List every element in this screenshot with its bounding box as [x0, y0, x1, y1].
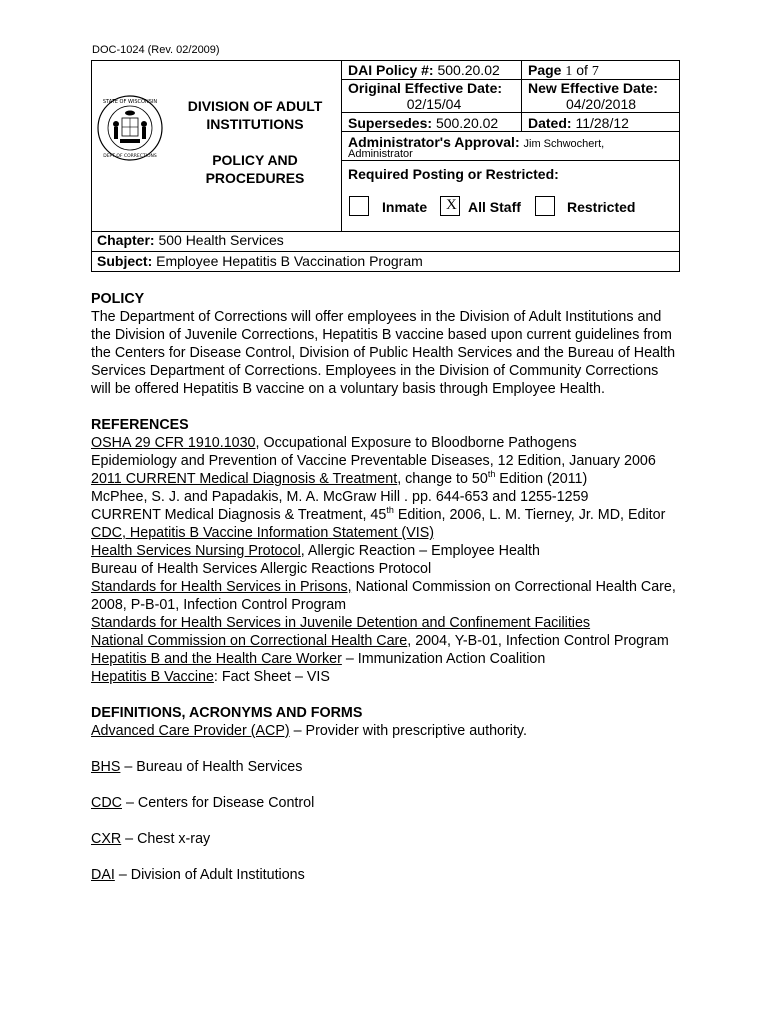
reference-item: OSHA 29 CFR 1910.1030, Occupational Exposure to Bloodborne Pathogens — [91, 435, 577, 451]
division-title: DIVISION OF ADULT INSTITUTIONS — [187, 98, 323, 132]
new-effective-date: 04/20/2018 — [565, 96, 637, 112]
definition-item: BHS – Bureau of Health Services — [91, 759, 303, 775]
definition-term: DAI — [91, 867, 115, 883]
definition-term: CXR — [91, 831, 122, 847]
page-count: Page 1 of 7 — [528, 62, 599, 79]
policy-number: DAI Policy #: 500.20.02 — [348, 62, 500, 78]
inmate-label: Inmate — [382, 199, 428, 215]
definition-item: Advanced Care Provider (ACP) – Provider with prescriptive authority. — [91, 723, 527, 739]
definition-item: CDC – Centers for Disease Control — [91, 795, 315, 811]
wisconsin-seal-icon — [96, 94, 164, 162]
svg-text:STATE OF WISCONSIN: STATE OF WISCONSIN — [102, 99, 158, 105]
posting-label: Required Posting or Restricted: — [348, 166, 559, 182]
dated: Dated: 11/28/12 — [528, 115, 629, 131]
administrator-approval: Administrator's Approval: Jim Schwochert, — [348, 134, 605, 150]
reference-item: Bureau of Health Services Allergic Reactions Protocol — [91, 561, 432, 577]
reference-link[interactable]: CDC, Hepatitis B Vaccine Information Statement (VIS) — [91, 525, 434, 541]
reference-item: Epidemiology and Prevention of Vaccine Preventable Diseases, 12 Edition, January 2006 — [91, 453, 656, 469]
definition-term: Advanced Care Provider (ACP) — [91, 723, 290, 739]
reference-item: 2011 CURRENT Medical Diagnosis & Treatment, change to 50th Edition (2011) — [91, 469, 588, 487]
inmate-checkbox[interactable] — [349, 196, 369, 216]
subject: Subject: Employee Hepatitis B Vaccination Program — [97, 253, 423, 269]
definition-item: DAI – Division of Adult Institutions — [91, 867, 305, 883]
reference-item — [91, 614, 681, 632]
reference-link[interactable]: Health Services Nursing Protocol — [91, 543, 301, 559]
chapter: Chapter: 500 Health Services — [97, 232, 284, 248]
reference-link[interactable]: Hepatitis B and the Health Care Worker — [91, 651, 342, 667]
reference-item: Standards for Health Services in Prisons, National Commission on Correctional Health Care, 2008, P-B-01, Infection Control Program — [91, 579, 676, 613]
supersedes: Supersedes: 500.20.02 — [348, 115, 499, 131]
reference-item: Health Services Nursing Protocol, Allergic Reaction – Employee Health — [91, 543, 540, 559]
restricted-label: Restricted — [567, 199, 636, 215]
reference-link[interactable]: Hepatitis B Vaccine — [91, 669, 214, 685]
definitions-heading: DEFINITIONS, ACRONYMS AND FORMS — [91, 705, 363, 721]
all-staff-label: All Staff — [468, 199, 521, 215]
original-effective-date: 02/15/04 — [406, 96, 462, 112]
policy-procedures-title: POLICY AND PROCEDURES — [205, 152, 305, 186]
form-number: DOC-1024 (Rev. 02/2009) — [92, 44, 220, 56]
policy-text: The Department of Corrections will offer employees in the Division of Adult Institutions and the Division of Juvenile Corrections, Hepatitis B vaccine based upon current guidelines from the Centers for Disease Control, Division of Public Health Services and the Bureau of Health Services Department of Corrections. Employees in the Division of Community Corrections will be offered Hepatitis B vaccine on a voluntary basis through Employee Health. — [91, 309, 676, 397]
reference-item: National Commission on Correctional Health Care, 2004, Y-B-01, Infection Control Program — [91, 633, 669, 649]
svg-text:DEPT OF CORRECTIONS: DEPT OF CORRECTIONS — [103, 154, 157, 159]
definition-term: CDC — [91, 795, 122, 811]
reference-item: Hepatitis B Vaccine: Fact Sheet – VIS — [91, 669, 330, 685]
policy-heading: POLICY — [91, 291, 145, 307]
definition-item: CXR – Chest x-ray — [91, 831, 211, 847]
original-effective-label: Original Effective Date: — [348, 80, 503, 96]
all-staff-check-mark: X — [446, 197, 457, 213]
reference-link[interactable]: National Commission on Correctional Health Care — [91, 633, 408, 649]
reference-item — [91, 524, 681, 542]
reference-link[interactable]: Standards for Health Services in Prisons, — [91, 579, 352, 595]
reference-link[interactable]: Standards for Health Services in Juvenile Detention and Confinement Facilities — [91, 615, 591, 631]
new-effective-label: New Effective Date: — [528, 80, 658, 96]
definition-term: BHS — [91, 759, 121, 775]
administrator-title: Administrator — [348, 148, 413, 160]
reference-link[interactable]: 2011 CURRENT Medical Diagnosis & Treatment — [91, 471, 398, 487]
references-heading: REFERENCES — [91, 417, 189, 433]
reference-item: CURRENT Medical Diagnosis & Treatment, 45th Edition, 2006, L. M. Tierney, Jr. MD, Editor — [91, 505, 666, 523]
reference-link[interactable]: OSHA 29 CFR 1910.1030 — [91, 435, 256, 451]
restricted-checkbox[interactable] — [535, 196, 555, 216]
reference-item: Hepatitis B and the Health Care Worker – Immunization Action Coalition — [91, 651, 546, 667]
reference-item: McPhee, S. J. and Papadakis, M. A. McGraw Hill . pp. 644-653 and 1255-1259 — [91, 489, 589, 505]
document-body — [91, 290, 681, 884]
